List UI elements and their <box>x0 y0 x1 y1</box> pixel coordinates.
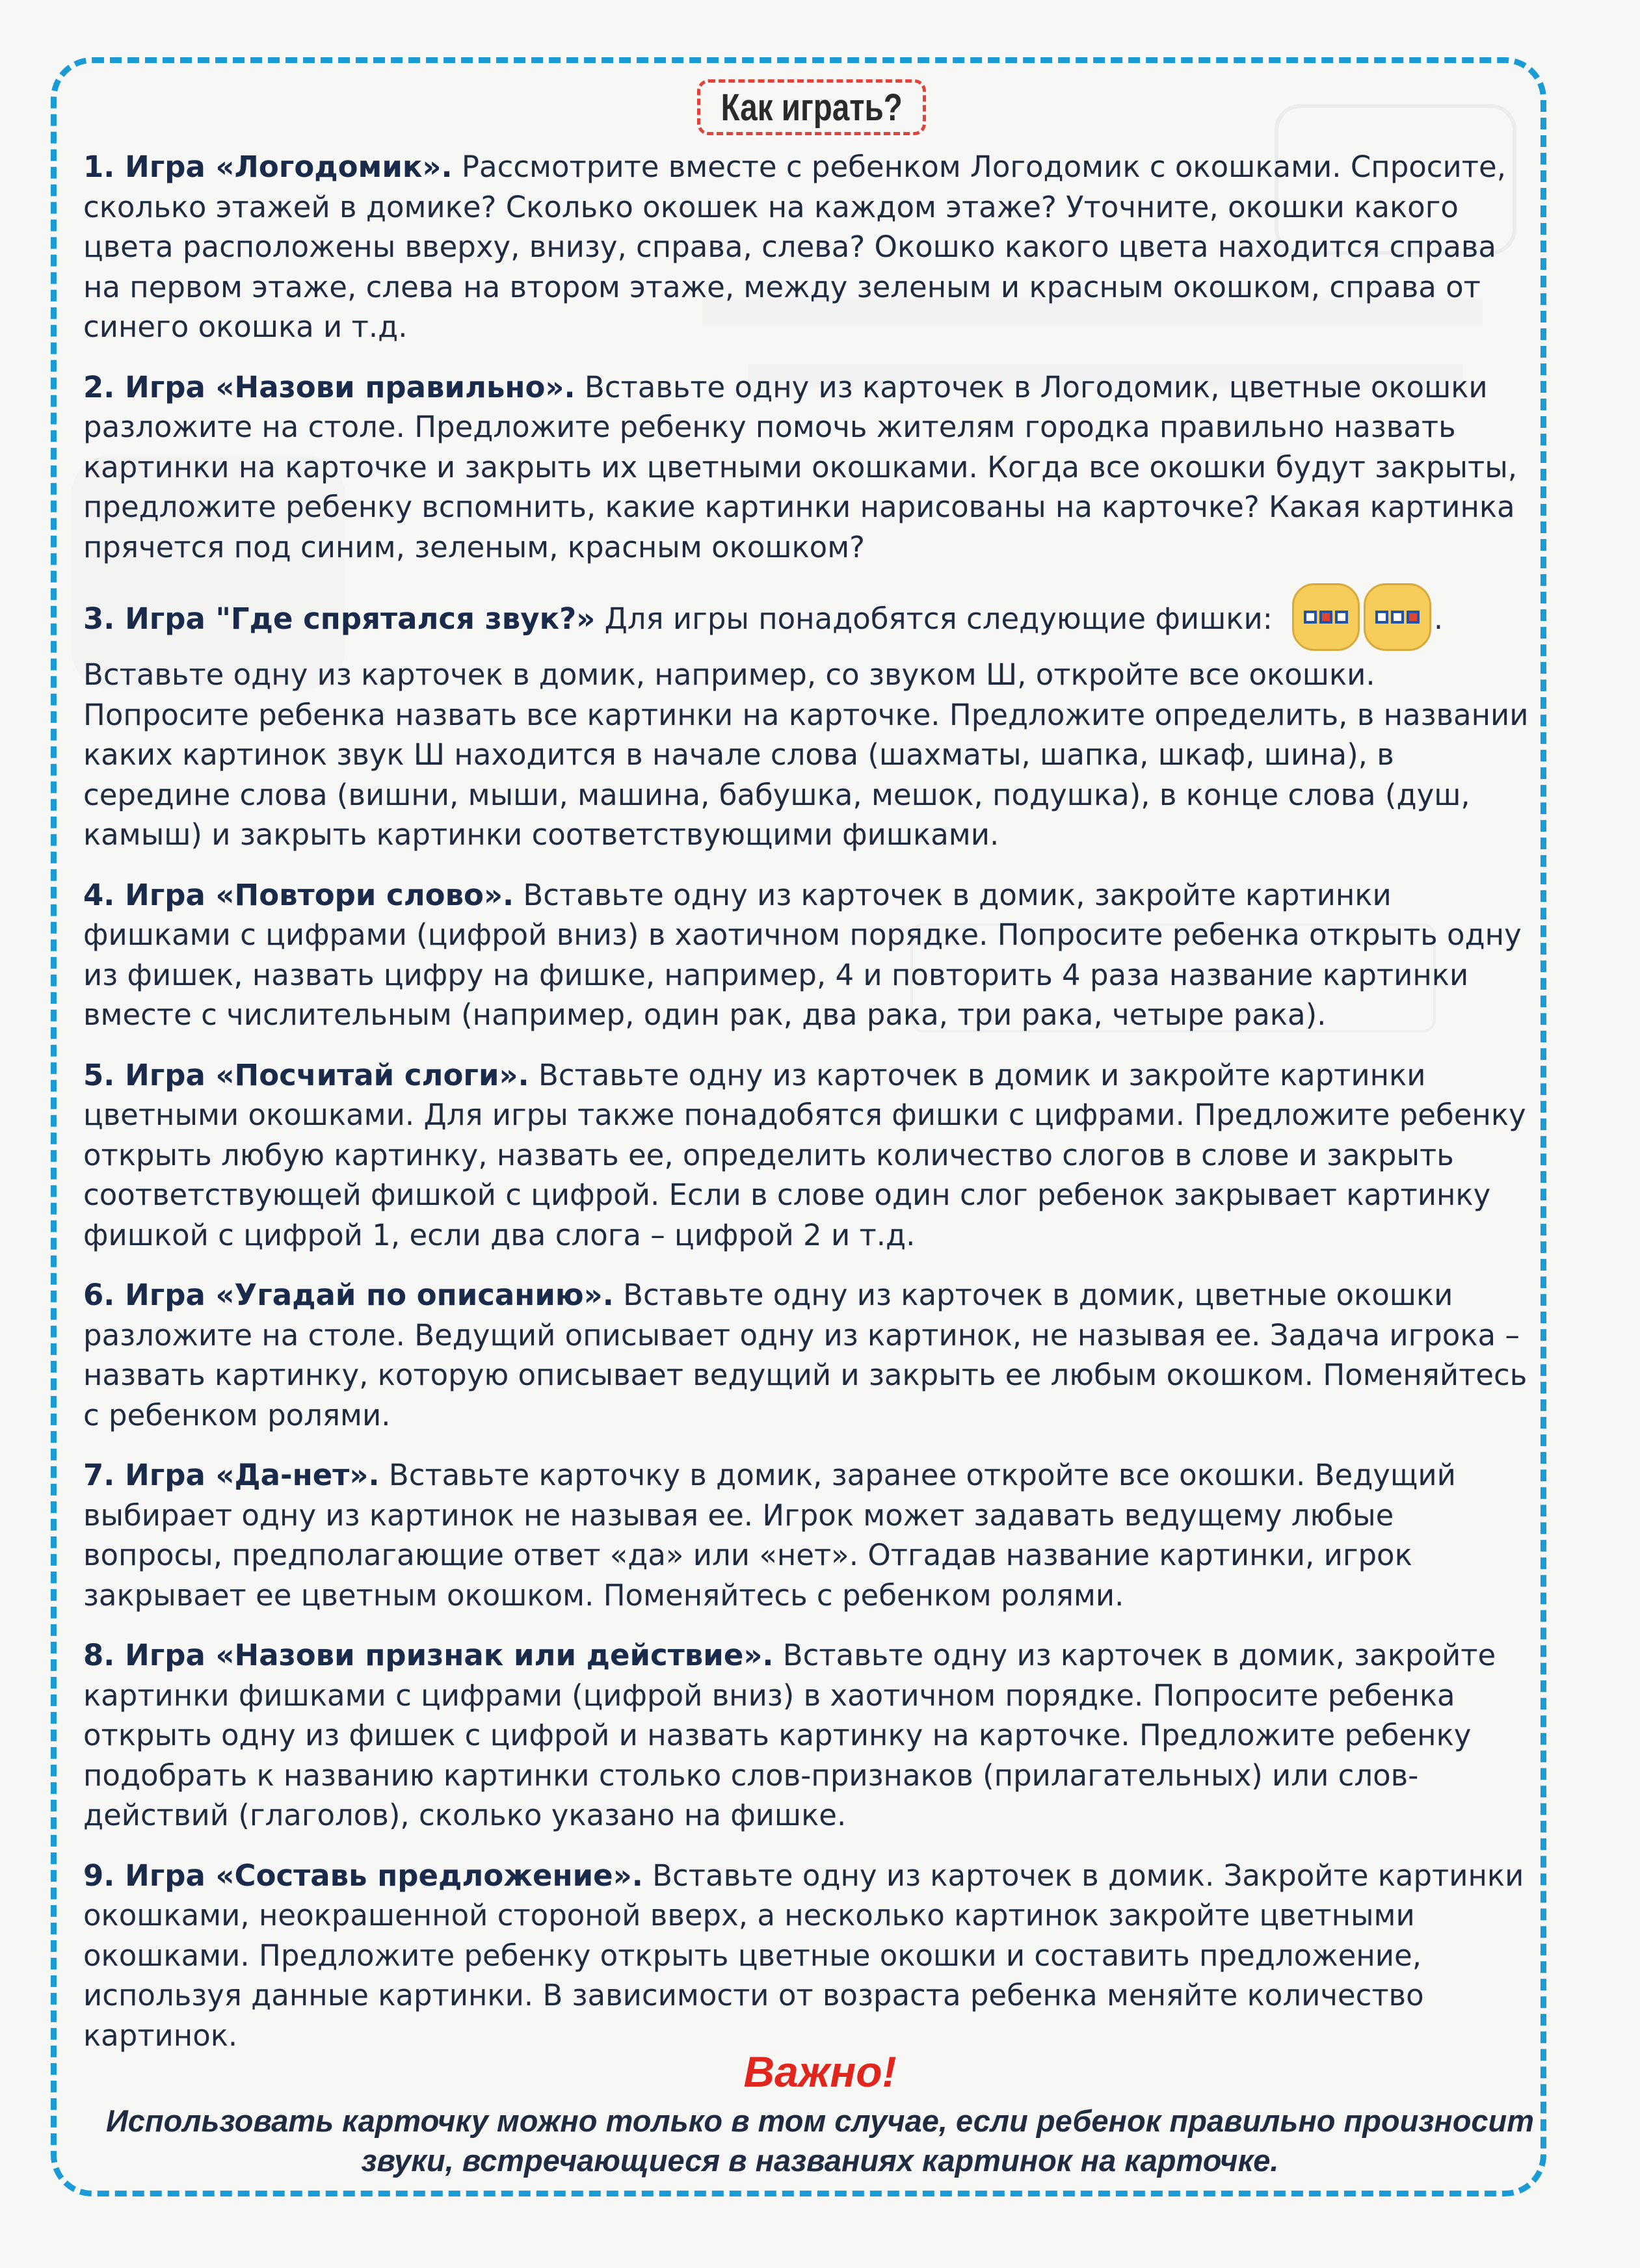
game-item <box>83 1455 1533 1615</box>
sound-chips <box>1292 583 1431 651</box>
chip-cell <box>1335 611 1348 624</box>
game-title: 1. Игра «Логодомик». <box>83 150 453 184</box>
game-item <box>83 147 1533 347</box>
game-text: Вставьте одну из карточек в Логодомик, цветные окошки разложите на столе. Предложите ребенку помочь жителям городка правильно назвать картинки на карточке и закрыть их цветными окошками. Когда все окошки будут закрыты, предложите ребенку вспомнить, какие картинки нарисованы на карточке? Какая картинка прячется под синим, зеленым, красным окошком? <box>83 369 1518 564</box>
chip-cell <box>1375 611 1388 624</box>
chip-cell-marked <box>1319 611 1332 624</box>
page-title: Как играть? <box>721 86 903 129</box>
game-title: 8. Игра «Назови признак или действие». <box>83 1638 774 1672</box>
game-item <box>83 1275 1533 1435</box>
game-text: Вставьте карточку в домик, заранее откройте все окошки. Ведущий выбирает одну из картинок не называя ее. Игрок может задавать ведущему любые вопросы, предполагающие ответ «да» или «нет». Отгадав название картинки, игрок закрывает ее цветным окошком. Поменяйтесь с ребенком ролями. <box>83 1458 1456 1613</box>
game-item <box>83 587 1533 855</box>
game-item <box>83 1055 1533 1256</box>
game-text: Вставьте одну из карточек в домик и закройте картинки цветными окошками. Для игры также понадобятся фишки с цифрами. Предложите ребенку открыть любую картинку, назвать ее, определить количество слогов в слове и закрыть соответствующей фишкой с цифрой. Если в слове один слог ребенок закрывает картинку фишкой с цифрой 1, если два слога – цифрой 2 и т.д. <box>83 1057 1526 1252</box>
game-title: 9. Игра «Составь предложение». <box>83 1858 643 1893</box>
game-title: 6. Игра «Угадай по описанию». <box>83 1278 614 1312</box>
game-item <box>83 1635 1533 1836</box>
game-text: . Вставьте одну из карточек в домик, например, со звуком Ш, откройте все окошки. Попросите ребенка назвать все картинки на карточке. Предложите определить, в названии каких картинок звук Ш находится в начале слова (шахматы, шапка, шкаф, шина), в середине слова (вишни, мыши, машина, бабушка, мешок, подушка), в конце слова (душ, камыш) и закрыть картинки соответствующими фишками. <box>83 601 1529 852</box>
game-text: Вставьте одну из карточек в домик, закройте картинки фишками с цифрами (цифрой вниз) в хаотичном порядке. Попросите ребенка открыть одну из фишек с цифрой и назвать картинку на карточке. Предложите ребенку подобрать к названию картинки столько слов-признаков (прилагательных) или слов-действий (глаголов), сколько указано на фишке. <box>83 1638 1496 1832</box>
game-title: 2. Игра «Назови правильно». <box>83 369 575 404</box>
important-note: Использовать карточку можно только в том случае, если ребенок правильно произносит звуки, встречающиеся в названиях картинок на карточке. <box>105 2103 1535 2178</box>
chip-sound-end-icon <box>1364 583 1431 651</box>
chip-cell <box>1391 611 1404 624</box>
chip-cell-marked <box>1407 611 1420 624</box>
game-text: Для игры понадобятся следующие фишки: <box>595 601 1273 636</box>
important-heading: Важно! <box>743 2048 897 2096</box>
title-box <box>697 79 926 135</box>
game-title: 3. Игра "Где спрятался звук?» <box>83 601 596 636</box>
game-item <box>83 1856 1533 2056</box>
game-text: Вставьте одну из карточек в домик, цветные окошки разложите на столе. Ведущий описывает одну из картинок, не называя ее. Задача игрока – назвать картинку, которую описывает ведущий и закрыть ее любым окошком. Поменяйтесь с ребенком ролями. <box>83 1278 1528 1432</box>
game-text: Рассмотрите вместе с ребенком Логодомик с окошками. Спросите, сколько этажей в домике? Сколько окошек на каждом этаже? Уточните, окошки какого цвета расположены вверху, внизу, справа, слева? Окошко какого цвета находится справа на первом этаже, слева на втором этаже, между зеленым и красным окошком, справа от синего окошка и т.д. <box>83 150 1507 344</box>
game-item <box>83 875 1533 1035</box>
game-title: 5. Игра «Посчитай слоги». <box>83 1057 529 1092</box>
game-title: 7. Игра «Да-нет». <box>83 1458 380 1492</box>
games-list <box>83 147 1533 2076</box>
game-text: Вставьте одну из карточек в домик, закройте картинки фишками с цифрами (цифрой вниз) в хаотичном порядке. Попросите ребенка открыть одну из фишек, назвать цифру на фишке, например, 4 и повторить 4 раза название картинки вместе с числительным (например, один рак, два рака, три рака, четыре рака). <box>83 877 1522 1032</box>
chip-sound-middle-icon <box>1292 583 1360 651</box>
chip-cell <box>1304 611 1317 624</box>
game-item <box>83 367 1533 568</box>
game-text: Вставьте одну из карточек в домик. Закройте картинки окошками, неокрашенной стороной вверх, а несколько картинок закройте цветными окошками. Предложите ребенку открыть цветные окошки и составить предложение, используя данные картинки. В зависимости от возраста ребенка меняйте количество картинок. <box>83 1858 1524 2053</box>
game-title: 4. Игра «Повтори слово». <box>83 877 514 912</box>
